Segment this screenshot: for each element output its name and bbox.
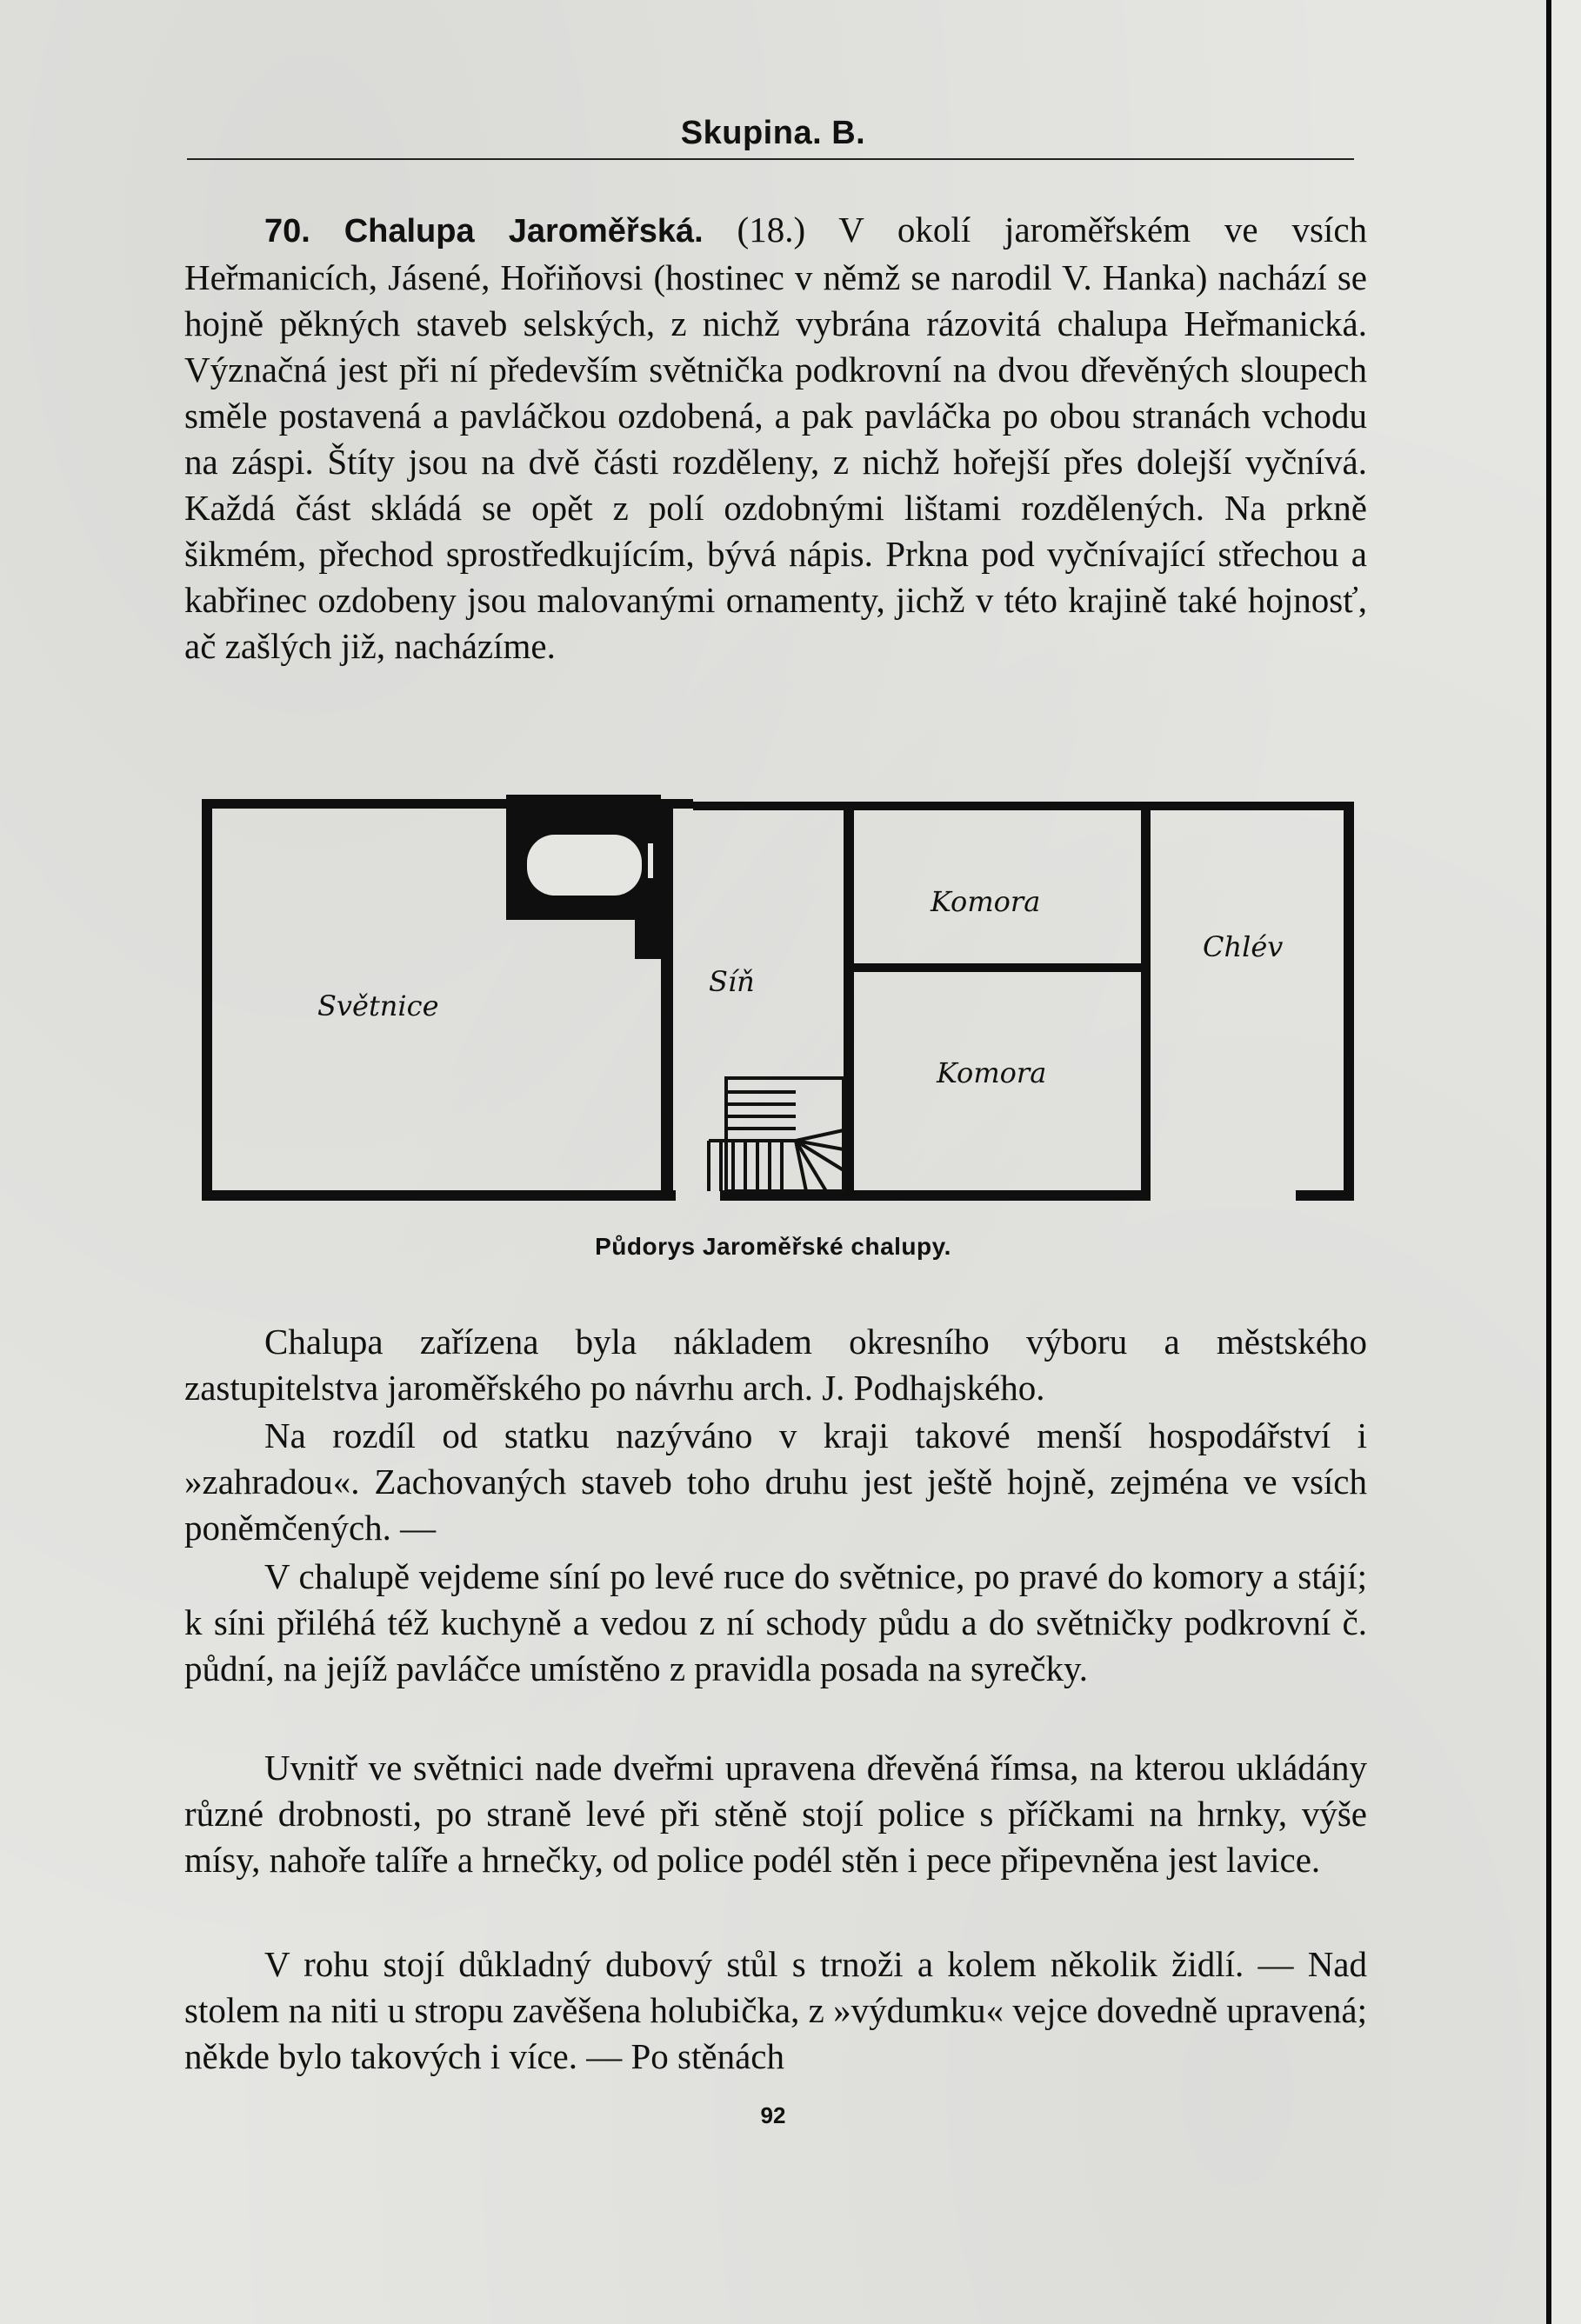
section-title: Chalupa Jaroměřská. [344, 213, 704, 250]
wall-light-svetnice [661, 799, 673, 1201]
wall-far-right [1344, 802, 1354, 1201]
wall-bottom-left [202, 1190, 676, 1201]
room-label-chlev: Chlév [1203, 930, 1284, 963]
room-label-komora-upper: Komora [931, 885, 1041, 918]
wall-top-right [693, 802, 1354, 810]
section-number: 70. [264, 213, 310, 250]
oven-mark [648, 843, 653, 878]
stair-step [796, 1130, 844, 1141]
paragraph: Chalupa zařízena byla nákladem okresního výboru a městského zastupitelstva jaroměřského po návrhu arch. J. Podhajského. [184, 1322, 1367, 1408]
running-header: Skupina. B. [680, 115, 866, 151]
section-70-paragraph [184, 207, 1367, 669]
sin-jamb [848, 861, 854, 904]
room-label-svetnice: Světnice [317, 989, 439, 1022]
section-text: (18.) V okolí jaroměřském ve vsích Heřmanicích, Jásené, Hořiňovsi (hostinec v němž se narodil V. Hanka) nachází se hojně pěkných staveb selských, z nichž vybrána rázovitá chalupa Heřmanická. Význačná jest při ní především světnička podkrovní na dvou dřevěných sloupech směle postavená a pavláčkou ozdobená, a pak pavláčka po obou stranách vchodu na záspi. Štíty jsou na dvě části rozděleny, z nichž hořejší přes dolejší vyčnívá. Každá část skládá se opět z polí ozdobnými lištami rozdělených. Na prkně šikmém, přechod sprostředkujícím, bývá nápis. Prkna pod vyčnívající střechou a kabřinec ozdobeny jsou malovanými ornamenty, jichž v této krajině také hojnosť, ač zašlých již, nacházíme. [184, 210, 1368, 666]
figure-caption: Půdorys Jaroměřské chalupy. [595, 1233, 951, 1260]
paragraph: Uvnitř ve světnici nade dveřmi upravena dřevěná římsa, na kterou ukládány různé drobnosti, po straně levé při stěně stojí police s příčkami na hrnky, výše mísy, nahoře talíře a hrnečky, od police podél stěn i pece připevněna jest lavice. [184, 1748, 1367, 1880]
paragraph: V chalupě vejdeme síní po levé ruce do světnice, po pravé do komory a stájí; k síni přiléhá též kuchyně a vedou z ní schody půdu a do světničky podkrovní č. půdní, na jejíž pavláčce umístěno z pravidla posada na syrečky. [184, 1556, 1367, 1688]
wall-sin-right [844, 807, 854, 1042]
wall-left [202, 799, 212, 1201]
wall-komora-right [1141, 807, 1151, 1201]
next-page-edge [1546, 0, 1581, 2324]
room-label-sin: Síň [709, 965, 755, 998]
paragraph: Na rozdíl od statku nazýváno v kraji takové menší hospodářství i »zahradou«. Zachovaných staveb toho druhu jest ještě hojně, zejména ve vsích poněmčených. — [184, 1415, 1367, 1548]
staircase [709, 1078, 844, 1191]
oven-stub [635, 920, 661, 959]
wall-komora-mid [854, 963, 1150, 972]
room-label-komora-lower: Komora [937, 1056, 1047, 1089]
page-number: 92 [760, 2102, 786, 2128]
oven-mouth [527, 835, 642, 896]
header-rule [187, 158, 1354, 160]
paragraph: V rohu stojí důkladný dubový stůl s trnoži a kolem několik židlí. — Nad stolem na niti u stropu zavěšena holubička, z »výdumku« vejce dovedně upravená; někde bylo takových i více. — Po stěnách [184, 1944, 1367, 2076]
floor-plan [187, 782, 1387, 1217]
wall-bottom-right [1296, 1190, 1354, 1201]
